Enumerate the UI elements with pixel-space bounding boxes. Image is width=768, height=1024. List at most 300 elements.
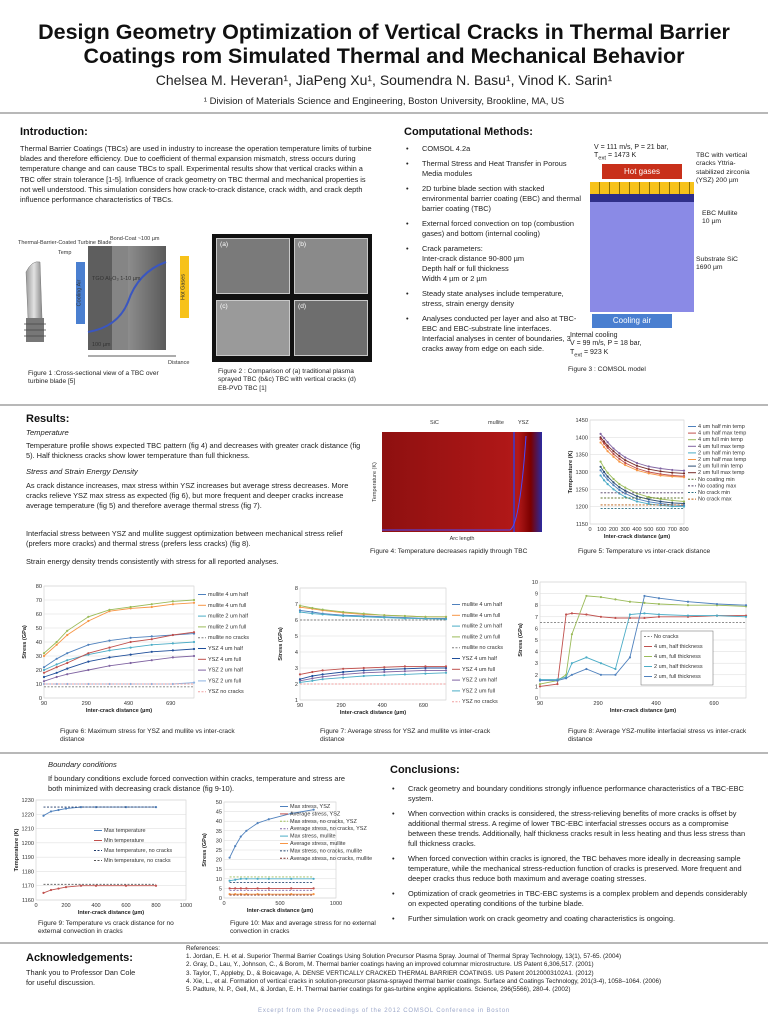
results-temperature-text: Temperature profile shows expected TBC pattern (fig 4) and decreases with greater crack distance (fig 5). Half thickness cracks show lower temperature than full thickness.: [26, 441, 361, 461]
y-tick-label: 4: [294, 650, 298, 656]
ebc-label: EBC Mullite 10 µm: [702, 210, 738, 226]
data-point: [683, 506, 685, 508]
data-point: [363, 616, 365, 618]
footer-note: Excerpt from the Proceedings of the 2012 COMSOL Conference in Boston: [258, 1008, 510, 1014]
y-tick-label: 0: [534, 696, 538, 702]
x-axis-label: Inter-crack distance (µm): [246, 908, 314, 914]
data-point: [600, 662, 602, 664]
legend-label: 2 um, half thickness: [654, 664, 703, 670]
y-tick-label: 1250: [575, 487, 588, 494]
data-point: [130, 637, 132, 639]
data-point: [56, 666, 58, 668]
data-point: [257, 878, 259, 880]
results-stress-text-2: Interfacial stress between YSZ and mullite suggest optimization between mechanical stress relief (prefers more cracks) and thermal stress (prefers less cracks) (fig 8).: [26, 529, 343, 549]
legend-label: Max stress, mullite: [290, 833, 336, 840]
data-point: [363, 672, 365, 674]
data-point: [108, 640, 110, 642]
data-point: [87, 652, 89, 654]
data-point: [571, 662, 573, 664]
data-point: [424, 618, 426, 620]
conclusions-item: • When convection within cracks is considered, the stress-relieving benefits of more cracks is offset by additional thermal stress. A regime of lower TBC-EBC interfacial stresses occurs as a compromise between these trends. Additionally, half thickness cracks result in less heating and thus less stress than full thickness cracks.: [390, 809, 752, 849]
y-axis-label: Stress (GPa): [202, 833, 208, 867]
fig4-ylabel: Temperature (K): [372, 462, 378, 502]
data-point: [130, 662, 132, 664]
y-tick-label: 50: [215, 800, 222, 806]
methods-heading: Computational Methods:: [404, 126, 533, 138]
y-tick-label: 2: [294, 682, 298, 688]
data-point: [299, 681, 301, 683]
boundary-divider: [0, 752, 768, 754]
data-point: [322, 676, 324, 678]
data-point: [636, 465, 638, 467]
data-point: [585, 595, 587, 597]
legend-label: Average stress, mullite: [290, 841, 346, 847]
data-point: [643, 612, 645, 614]
data-point: [268, 887, 270, 889]
x-tick-label: 0: [222, 901, 226, 907]
data-point: [172, 634, 174, 636]
data-point: [43, 652, 45, 654]
x-tick-label: 1000: [329, 901, 343, 907]
x-tick-label: 200: [61, 903, 71, 909]
fig4-sic-label: SiC: [430, 420, 439, 426]
data-point: [612, 478, 614, 480]
data-point: [745, 604, 747, 606]
data-point: [130, 647, 132, 649]
data-point: [603, 467, 605, 469]
legend-label: mullite 4 um half: [208, 592, 249, 598]
methods-item: • Steady state analyses include temperature, stress, strain energy density: [404, 289, 584, 309]
data-point: [66, 634, 68, 636]
data-point: [311, 675, 313, 677]
data-point: [607, 479, 609, 481]
hot-gases-arrow: Hot gases: [602, 164, 682, 179]
y-axis-label: Stress (GPa): [22, 625, 28, 659]
affiliation: ¹ Division of Materials Science and Engineering, Boston University, Brookline, MA, US: [203, 96, 565, 107]
x-tick-label: 200: [608, 527, 619, 533]
data-point: [687, 604, 689, 606]
methods-item: • External forced convection on top (combustion gases) and bottom (internal cooling): [404, 219, 584, 239]
fig3-bottom-conditions: Internal cooling V = 99 m/s, P = 18 bar, $T_{ext} = 923$ K: [570, 332, 642, 359]
data-point: [612, 453, 614, 455]
data-point: [50, 889, 52, 891]
data-point: [313, 887, 315, 889]
data-point: [614, 598, 616, 600]
y-tick-label: 3: [534, 661, 538, 668]
x-tick-label: 490: [377, 703, 387, 709]
data-point: [42, 892, 44, 894]
ack-heading: Acknowledgements:: [26, 952, 133, 964]
figure-4-caption: Figure 4: Temperature decreases rapidly through TBC: [370, 548, 528, 555]
data-point: [445, 669, 447, 671]
legend-label: 4 um full max temp: [698, 443, 745, 450]
data-point: [290, 887, 292, 889]
turbine-blade-icon: [26, 262, 42, 321]
heatmap-field: [382, 432, 542, 532]
figure-7-caption: Figure 7: Average stress for YSZ and mullite vs inter-crack distance: [320, 728, 491, 744]
y-tick-label: 20: [35, 668, 42, 674]
results-strain-text: Strain energy density trends consistently with stress for all reported analyses.: [26, 557, 279, 566]
y-tick-label: 40: [35, 640, 42, 646]
y-tick-label: 1180: [21, 869, 34, 876]
y-tick-label: 1200: [21, 840, 34, 847]
data-point: [648, 501, 650, 503]
data-point: [322, 609, 324, 611]
y-tick-label: 30: [215, 838, 222, 845]
data-point: [108, 609, 110, 611]
data-point: [313, 893, 315, 895]
legend-label: YSZ 2 um full: [462, 688, 496, 695]
y-tick-label: 35: [215, 828, 222, 835]
y-tick-label: 1160: [21, 898, 34, 904]
fig1-scale-label: 100 µm: [92, 342, 111, 348]
legend-label: 2 um half max temp: [698, 457, 747, 463]
data-point: [612, 484, 614, 486]
data-point: [172, 600, 174, 602]
fig1-tgo-label: TGO Al₂O₃ 1-10 µm: [92, 276, 141, 282]
data-point: [172, 656, 174, 658]
tbc-label: TBC with vertical cracks Yttria-stabilized zirconia (YSZ) 200 µm: [696, 152, 750, 185]
data-point: [363, 669, 365, 671]
y-tick-label: 0: [218, 896, 222, 902]
data-point: [229, 880, 231, 882]
micrograph-b: (b): [294, 238, 368, 294]
data-point: [683, 500, 685, 502]
legend-label: mullite no cracks: [208, 635, 249, 642]
data-point: [648, 472, 650, 474]
data-point: [599, 466, 601, 468]
authors: Chelsea M. Heveran¹, JiaPeng Xu¹, Soumendra N. Basu¹, Vinod K. Sarin¹: [155, 72, 613, 88]
fig1-blade-label: Thermal-Barrier-Coated Turbine Blade: [18, 240, 112, 246]
substrate-label: Substrate SiC 1690 µm: [696, 256, 738, 272]
data-point: [404, 670, 406, 672]
legend-label: YSZ 2 um half: [208, 667, 243, 674]
data-point: [257, 822, 259, 824]
data-point: [56, 641, 58, 643]
x-tick-label: 400: [91, 903, 101, 909]
data-point: [57, 887, 59, 889]
data-point: [404, 668, 406, 670]
fig1-distance-label: Distance: [168, 360, 190, 366]
data-point: [342, 615, 344, 617]
data-point: [383, 671, 385, 673]
y-tick-label: 6: [294, 618, 298, 624]
fig1-hot-gases-label: Hot Gases: [180, 274, 187, 300]
data-point: [193, 641, 195, 643]
data-point: [445, 616, 447, 618]
data-point: [600, 596, 602, 598]
data-point: [658, 613, 660, 615]
y-tick-label: 4: [534, 649, 538, 656]
y-tick-label: 2: [534, 672, 538, 679]
data-point: [87, 661, 89, 663]
figure-6: [18, 578, 266, 724]
data-point: [659, 474, 661, 476]
data-point: [383, 669, 385, 671]
data-point: [648, 498, 650, 500]
figure-4: [370, 414, 558, 544]
data-point: [322, 669, 324, 671]
y-tick-label: 9: [534, 591, 538, 598]
ebc-layer: [590, 194, 694, 202]
data-point: [234, 879, 236, 881]
legend-label: Max stress, no cracks, mullite: [290, 848, 363, 855]
figure-10: [200, 798, 380, 916]
data-point: [151, 651, 153, 653]
fig4-xlabel: Arc length: [449, 536, 475, 542]
title-line-1: Design Geometry Optimization of Vertical Cracks in Thermal Barrier: [38, 20, 730, 44]
data-point: [445, 665, 447, 667]
data-point: [383, 666, 385, 668]
data-point: [618, 452, 620, 454]
data-point: [322, 673, 324, 675]
data-point: [151, 603, 153, 605]
data-point: [556, 680, 558, 682]
poster-title: [0, 20, 768, 68]
results-heading: Results:: [26, 413, 70, 425]
data-point: [629, 613, 631, 615]
figure-3: [568, 144, 752, 380]
fig3-top-conditions: V = 111 m/s, P = 21 bar, $T_{ext} = 1473$ K: [594, 144, 669, 162]
legend-label: mullite 4 um full: [462, 612, 501, 619]
data-point: [618, 489, 620, 491]
data-point: [193, 682, 195, 684]
data-point: [636, 495, 638, 497]
figure-8-caption: Figure 8: Average YSZ-mullite interfacial stress vs inter-crack distance: [568, 728, 747, 744]
data-point: [618, 458, 620, 460]
y-tick-label: 1230: [21, 798, 34, 804]
methods-list: [404, 144, 584, 359]
fig4-mullite-label: mullite: [488, 420, 504, 426]
data-point: [56, 644, 58, 646]
data-point: [56, 676, 58, 678]
data-point: [603, 446, 605, 448]
results-divider: [0, 404, 768, 406]
data-point: [671, 469, 673, 471]
title-line-2: Coatings rom Simulated Thermal and Mechanical Behavior: [83, 44, 685, 68]
x-tick-label: 500: [275, 901, 285, 907]
data-point: [363, 667, 365, 669]
data-point: [624, 459, 626, 461]
data-point: [257, 887, 259, 889]
legend-label: 4 um full min temp: [698, 437, 743, 444]
y-tick-label: 5: [534, 638, 538, 644]
figure-1-caption: Figure 1 :Cross-sectional view of a TBC over turbine blade [5]: [28, 370, 159, 386]
data-point: [151, 606, 153, 608]
data-point: [659, 470, 661, 472]
data-point: [56, 672, 58, 674]
data-point: [603, 479, 605, 481]
data-point: [87, 620, 89, 622]
reference-item: 1. Jordan, E. H. et al. Superior Thermal Barrier Coatings Using Solution Precursor Plasma Spray. Journal of Thermal Spray Technology, 13(1), 57-65. (2004): [186, 953, 622, 961]
data-point: [424, 669, 426, 671]
conclusions-list: [390, 784, 752, 929]
micrograph-d: (d): [294, 300, 368, 356]
data-point: [585, 613, 587, 615]
data-point: [671, 472, 673, 474]
y-axis-label: Temperature (K): [568, 450, 574, 494]
data-point: [671, 475, 673, 477]
y-tick-label: 1450: [575, 418, 588, 424]
legend-label: 4 um, half thickness: [654, 644, 703, 650]
data-point: [342, 673, 344, 675]
data-point: [87, 616, 89, 618]
data-point: [629, 601, 631, 603]
references: [186, 945, 756, 994]
fig1-cooling-air-label: Cooling Air: [76, 279, 83, 307]
legend-label: YSZ 2 um half: [462, 677, 497, 684]
data-point: [424, 616, 426, 618]
data-point: [43, 666, 45, 668]
data-point: [424, 673, 426, 675]
data-point: [172, 642, 174, 644]
x-tick-label: 490: [123, 701, 134, 707]
legend-label: 2 um full max temp: [698, 470, 745, 477]
x-axis-label: Inter-crack distance (µm): [603, 534, 671, 540]
legend-label: No crack max: [698, 496, 732, 503]
data-point: [624, 462, 626, 464]
y-tick-label: 15: [215, 867, 222, 874]
data-point: [65, 886, 67, 888]
results-sub-temperature: Temperature: [26, 428, 69, 437]
micrograph-c: (c): [216, 300, 290, 356]
y-tick-label: 1400: [575, 435, 588, 442]
data-point: [612, 488, 614, 490]
data-point: [636, 462, 638, 464]
data-point: [648, 468, 650, 470]
data-point: [556, 683, 558, 685]
legend-label: YSZ 4 um half: [462, 656, 497, 662]
x-tick-label: 0: [34, 903, 38, 909]
x-tick-label: 490: [651, 701, 661, 707]
data-point: [745, 616, 747, 618]
data-point: [659, 500, 661, 502]
data-point: [585, 656, 587, 658]
data-point: [311, 613, 313, 615]
legend-label: Max temperature: [104, 828, 146, 834]
y-tick-label: 0: [38, 696, 42, 702]
legend-label: Max stress, no cracks, YSZ: [290, 818, 357, 825]
data-point: [151, 659, 153, 661]
x-tick-label: 700: [667, 527, 677, 533]
legend-label: mullite no cracks: [462, 645, 503, 652]
legend-label: 4 um half min temp: [698, 424, 745, 430]
data-point: [607, 472, 609, 474]
data-point: [108, 647, 110, 649]
legend-label: YSZ 2 um full: [208, 678, 242, 685]
data-point: [643, 595, 645, 597]
data-point: [245, 887, 247, 889]
legend-label: 2 um half min temp: [698, 450, 745, 457]
x-tick-label: 290: [593, 701, 603, 707]
y-tick-label: 5: [294, 634, 298, 640]
y-tick-label: 1300: [575, 470, 588, 476]
legend-label: 2 um, full thickness: [654, 674, 701, 680]
fig1-temp-label: Temp: [58, 250, 72, 256]
figure-2-caption: Figure 2 : Comparison of (a) traditional plasma sprayed TBC (b&c) TBC with vertical cracks (d) EB-PVD TBC [1]: [218, 368, 356, 392]
legend-label: Average stress, no cracks, YSZ: [290, 826, 367, 833]
data-point: [229, 857, 231, 859]
data-point: [607, 450, 609, 452]
data-point: [612, 456, 614, 458]
legend-label: Max temperature, no cracks: [104, 848, 173, 854]
conclusions-heading: Conclusions:: [390, 764, 460, 776]
y-tick-label: 1150: [575, 522, 588, 528]
data-point: [618, 455, 620, 457]
legend-label: Average stress, no cracks, mullite: [290, 855, 373, 862]
data-point: [600, 674, 602, 676]
legend-label: YSZ 4 um full: [462, 666, 496, 673]
y-tick-label: 5: [218, 886, 222, 893]
footer-divider: [0, 942, 768, 944]
data-point: [56, 663, 58, 665]
y-tick-label: 1210: [21, 826, 34, 833]
data-point: [618, 483, 620, 485]
figure-8: [518, 576, 758, 724]
data-point: [636, 469, 638, 471]
y-tick-label: 7: [294, 602, 298, 608]
data-point: [643, 617, 645, 619]
legend-label: mullite 4 um full: [208, 602, 247, 609]
data-point: [404, 673, 406, 675]
data-point: [108, 665, 110, 667]
y-tick-label: 1: [294, 698, 298, 704]
data-point: [66, 673, 68, 675]
data-point: [624, 487, 626, 489]
methods-item: • Analyses conducted per layer and also at TBC-EBC and EBC-substrate line interfaces. Interfacial analyses in center of boundaries, 3 cracks away from edge on each side.: [404, 314, 584, 354]
data-point: [683, 476, 685, 478]
data-point: [599, 461, 601, 463]
y-axis-label: Stress (GPa): [518, 623, 524, 657]
data-point: [404, 615, 406, 617]
data-point: [607, 483, 609, 485]
data-point: [683, 472, 685, 474]
y-tick-label: 20: [215, 857, 222, 864]
data-point: [43, 680, 45, 682]
data-point: [658, 616, 660, 618]
y-tick-label: 6: [534, 626, 538, 633]
data-point: [599, 436, 601, 438]
data-point: [648, 465, 650, 467]
y-tick-label: 8: [534, 603, 538, 610]
x-tick-label: 690: [418, 703, 429, 709]
data-point: [42, 815, 44, 817]
methods-item: • Crack parameters: Inter-crack distance 90-800 µm Depth half or full thickness Width 4 µm or 2 µm: [404, 244, 584, 284]
data-point: [299, 605, 301, 607]
data-point: [671, 502, 673, 504]
legend-label: No coating min: [698, 476, 735, 483]
data-point: [66, 668, 68, 670]
data-point: [240, 878, 242, 880]
data-point: [539, 683, 541, 685]
data-point: [234, 845, 236, 847]
x-tick-label: 0: [588, 527, 592, 533]
data-point: [599, 441, 601, 443]
data-point: [234, 887, 236, 889]
data-point: [571, 674, 573, 676]
results-sub-stress: Stress and Strain Energy Density: [26, 467, 138, 476]
data-point: [658, 603, 660, 605]
data-point: [603, 437, 605, 439]
x-tick-label: 300: [620, 527, 630, 533]
legend-label: No crack min: [698, 490, 731, 496]
data-point: [607, 441, 609, 443]
data-point: [193, 599, 195, 601]
data-point: [612, 450, 614, 452]
data-point: [614, 674, 616, 676]
data-point: [87, 644, 89, 646]
data-point: [383, 674, 385, 676]
